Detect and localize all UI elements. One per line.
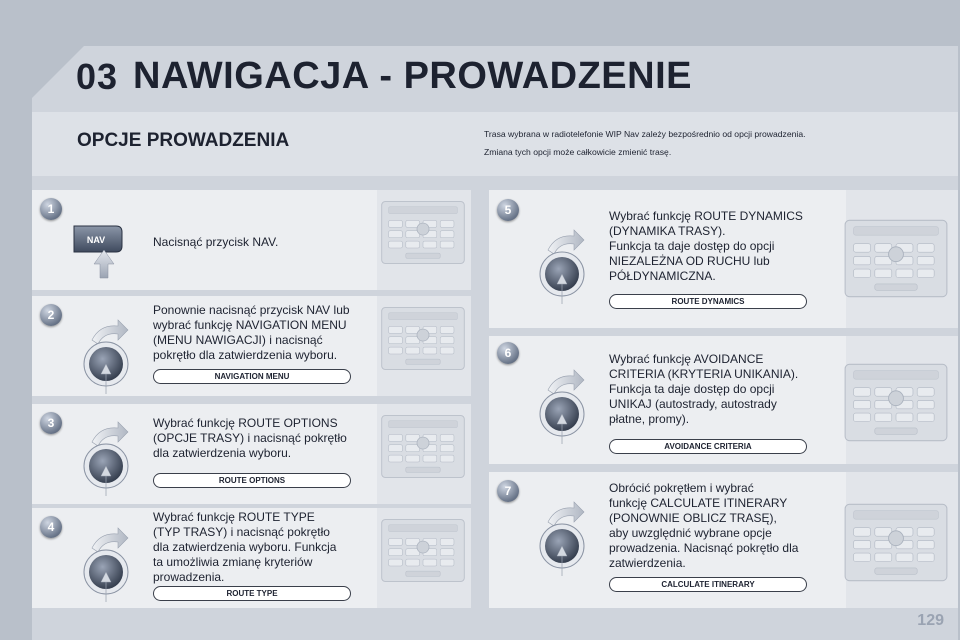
menu-pill-route-type: ROUTE TYPE — [153, 586, 351, 601]
step-line: płatne, promy). — [609, 412, 690, 426]
step-badge-2: 2 — [40, 304, 62, 326]
menu-pill-route-options: ROUTE OPTIONS — [153, 473, 351, 488]
radio-unit-illustration — [380, 198, 466, 267]
step-line: pokrętło dla zatwierdzenia wyboru. — [153, 348, 338, 362]
step-line: Funkcja ta daje dostęp do opcji — [609, 239, 775, 253]
step-line: Wybrać funkcję ROUTE TYPE — [153, 510, 315, 524]
menu-pill-route-dynamics: ROUTE DYNAMICS — [609, 294, 807, 309]
step-line: CRITERIA (KRYTERIA UNIKANIA). — [609, 367, 799, 381]
step-line: PÓŁDYNAMICZNA. — [609, 269, 716, 283]
step-line: funkcję CALCULATE ITINERARY — [609, 496, 788, 510]
rotary-knob-icon — [534, 500, 594, 576]
radio-unit-illustration — [843, 500, 949, 585]
chapter-number: 03 — [76, 56, 119, 97]
step-line: Wybrać funkcję ROUTE DYNAMICS — [609, 209, 803, 223]
step-line: (TYP TRASY) i nacisnąć pokrętło — [153, 525, 330, 539]
step-line: prowadzenia. — [153, 570, 225, 584]
step-line: Nacisnąć przycisk NAV. — [153, 235, 279, 249]
step-line: (PONOWNIE OBLICZ TRASĘ), — [609, 511, 777, 525]
step-badge-6: 6 — [497, 342, 519, 364]
section-title: OPCJE PROWADZENIA — [77, 130, 290, 151]
nav-button-label: NAV — [86, 235, 106, 245]
rotary-knob-icon — [78, 526, 138, 602]
step-badge-3: 3 — [40, 412, 62, 434]
step-line: UNIKAJ (autostrady, autostrady — [609, 397, 777, 411]
step-line: Obrócić pokrętłem i wybrać — [609, 481, 754, 495]
step-badge-1: 1 — [40, 198, 62, 220]
step-line: dla zatwierdzenia wyboru. — [153, 446, 292, 460]
step-line: (OPCJE TRASY) i nacisnąć pokrętło — [153, 431, 347, 445]
step-line: Wybrać funkcję AVOIDANCE — [609, 352, 764, 366]
step-line: prowadzenia. Nacisnąć pokrętło dla — [609, 541, 799, 555]
intro-line: Zmiana tych opcji może całkowicie zmienić trasę. — [484, 147, 672, 157]
radio-unit-illustration — [380, 516, 466, 585]
menu-pill-calculate-itinerary: CALCULATE ITINERARY — [609, 577, 807, 592]
radio-unit-illustration — [843, 216, 949, 301]
step-text-5 — [609, 209, 839, 284]
step-line: zatwierdzenia. — [609, 556, 686, 570]
intro-text — [484, 125, 904, 161]
menu-pill-avoidance-criteria: AVOIDANCE CRITERIA — [609, 439, 807, 454]
rotary-knob-icon — [534, 368, 594, 444]
chapter-title: NAWIGACJA - PROWADZENIE — [133, 55, 692, 97]
menu-pill-navigation-menu: NAVIGATION MENU — [153, 369, 351, 384]
step-text-3 — [153, 416, 378, 461]
page-number: 129 — [917, 612, 944, 629]
nav-button-icon — [70, 220, 130, 280]
step-line: (DYNAMIKA TRASY). — [609, 224, 726, 238]
step-line: Ponownie nacisnąć przycisk NAV lub — [153, 303, 350, 317]
step-text-4 — [153, 510, 378, 585]
step-line: dla zatwierdzenia wyboru. Funkcja — [153, 540, 337, 554]
step-line: Wybrać funkcję ROUTE OPTIONS — [153, 416, 338, 430]
step-badge-5: 5 — [497, 199, 519, 221]
step-line: aby uwzględnić wybrane opcje — [609, 526, 772, 540]
rotary-knob-icon — [78, 318, 138, 394]
step-badge-7: 7 — [497, 480, 519, 502]
step-text-1 — [153, 235, 363, 250]
step-line: Funkcja ta daje dostęp do opcji — [609, 382, 775, 396]
step-text-6 — [609, 352, 839, 427]
step-line: ta umożliwia zmianę kryteriów — [153, 555, 313, 569]
radio-unit-illustration — [380, 412, 466, 481]
intro-line: Trasa wybrana w radiotelefonie WIP Nav zależy bezpośrednio od opcji prowadzenia. — [484, 129, 806, 139]
radio-unit-illustration — [380, 304, 466, 373]
radio-unit-illustration — [843, 360, 949, 445]
step-text-7 — [609, 481, 844, 571]
step-line: (MENU NAWIGACJI) i nacisnąć — [153, 333, 323, 347]
step-text-2 — [153, 303, 378, 363]
step-badge-4: 4 — [40, 516, 62, 538]
rotary-knob-icon — [78, 420, 138, 496]
step-line: NIEZALEŻNA OD RUCHU lub — [609, 254, 770, 268]
rotary-knob-icon — [534, 228, 594, 304]
step-line: wybrać funkcję NAVIGATION MENU — [153, 318, 347, 332]
